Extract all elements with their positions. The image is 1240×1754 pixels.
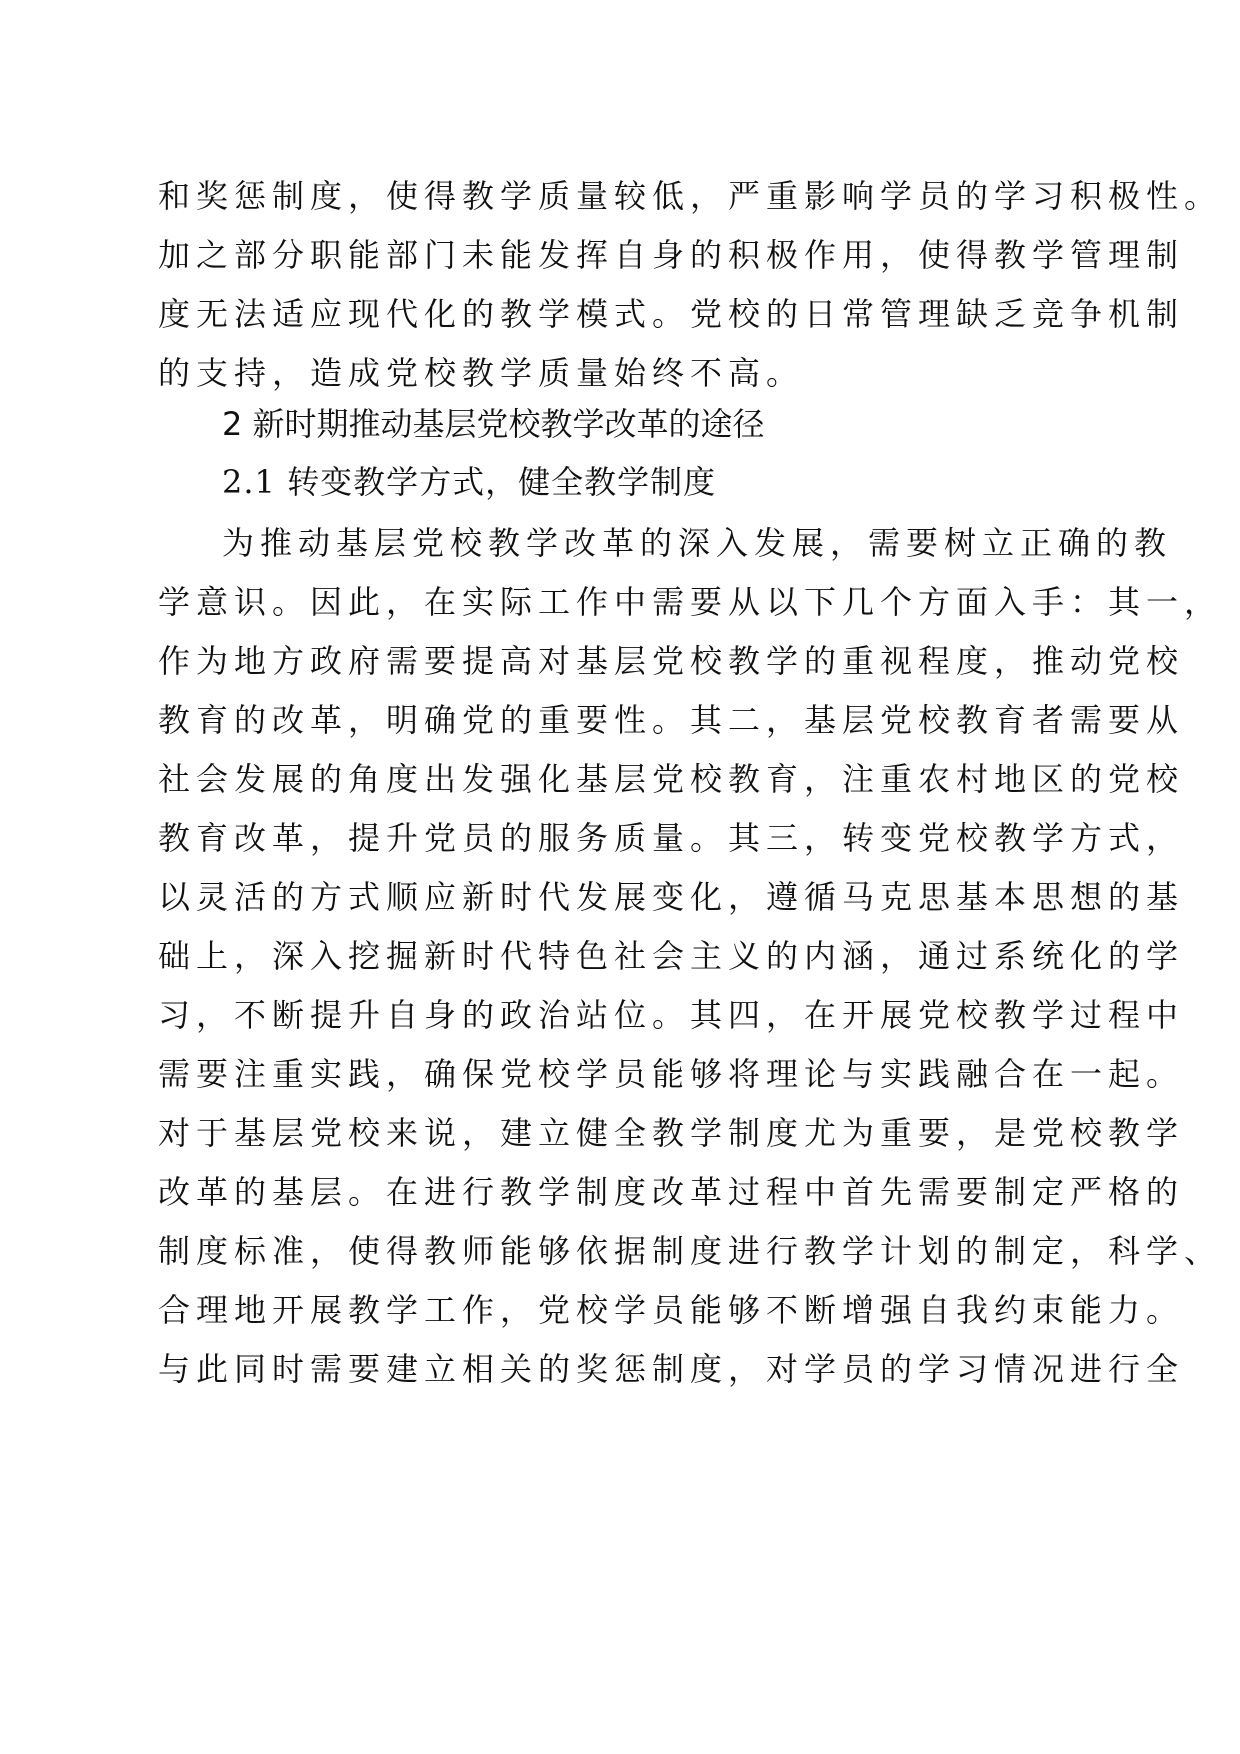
paragraph-line-2: 学意识。因此，在实际工作中需要从以下几个方面入手：其一， (158, 583, 1223, 621)
paragraph-line-10: 需要注重实践，确保党校学员能够将理论与实践融合在一起。 (158, 1055, 1185, 1093)
section-heading: 2 新时期推动基层党校教学改革的途径 (222, 405, 765, 443)
body-line-1: 和奖惩制度，使得教学质量较低，严重影响学员的学习积极性。 (158, 177, 1223, 215)
paragraph-line-13: 制度标准，使得教师能够依据制度进行教学计划的制定，科学、 (158, 1232, 1223, 1270)
paragraph-line-12: 改革的基层。在进行教学制度改革过程中首先需要制定严格的 (158, 1173, 1185, 1211)
body-line-4: 的支持，造成党校教学质量始终不高。 (158, 354, 805, 392)
paragraph-line-5: 社会发展的角度出发强化基层党校教育，注重农村地区的党校 (158, 760, 1185, 798)
subsection-heading: 2.1 转变教学方式，健全教学制度 (222, 463, 717, 501)
body-line-2: 加之部分职能部门未能发挥自身的积极作用，使得教学管理制 (158, 236, 1185, 274)
paragraph-line-14: 合理地开展教学工作，党校学员能够不断增强自我约束能力。 (158, 1291, 1185, 1329)
paragraph-line-7: 以灵活的方式顺应新时代发展变化，遵循马克思基本思想的基 (158, 878, 1185, 916)
paragraph-line-1: 为推动基层党校教学改革的深入发展，需要树立正确的教 (222, 524, 1173, 562)
paragraph-line-4: 教育的改革，明确党的重要性。其二，基层党校教育者需要从 (158, 701, 1185, 739)
paragraph-line-3: 作为地方政府需要提高对基层党校教学的重视程度，推动党校 (158, 642, 1185, 680)
paragraph-line-15: 与此同时需要建立相关的奖惩制度，对学员的学习情况进行全 (158, 1350, 1185, 1388)
body-line-3: 度无法适应现代化的教学模式。党校的日常管理缺乏竞争机制 (158, 295, 1185, 333)
paragraph-line-6: 教育改革，提升党员的服务质量。其三，转变党校教学方式， (158, 819, 1185, 857)
paragraph-line-9: 习，不断提升自身的政治站位。其四，在开展党校教学过程中 (158, 996, 1185, 1034)
paragraph-line-8: 础上，深入挖掘新时代特色社会主义的内涵，通过系统化的学 (158, 937, 1185, 975)
paragraph-line-11: 对于基层党校来说，建立健全教学制度尤为重要，是党校教学 (158, 1114, 1185, 1152)
